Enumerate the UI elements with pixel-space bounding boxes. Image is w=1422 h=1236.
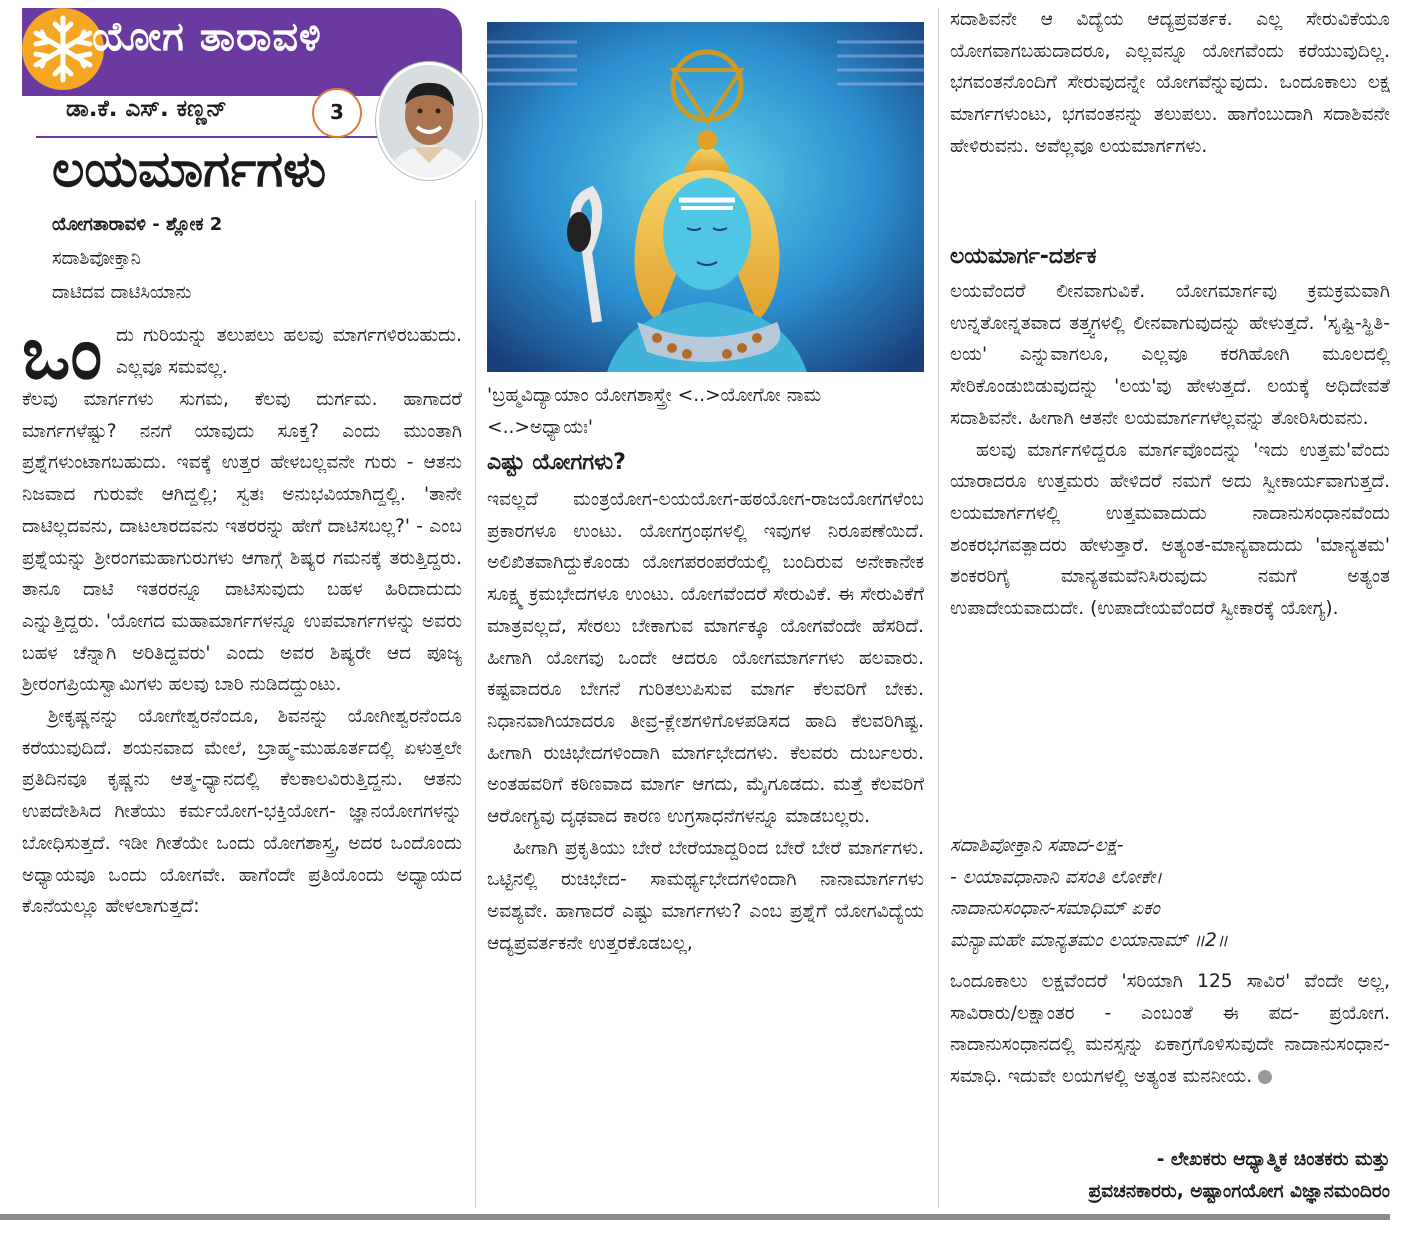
shloka-line-4: ಮನ್ಯಾಮಹೇ ಮಾನ್ಯತಮಂ ಲಯಾನಾಮ್ ॥2॥ [950,930,1229,952]
verse-line-1: ಸದಾಶಿವೋಕ್ತಾನಿ [52,248,141,269]
verse-title: ಯೋಗತಾರಾವಳಿ - ಶ್ಲೋಕ 2 [52,214,223,235]
right-paragraph-end [950,966,1390,1093]
shloka-line-3: ನಾದಾನುಸಂಧಾನ-ಸಮಾಧಿಮ್ ಏಕಂ [950,898,1160,920]
verse-line-2: ದಾಟಿದವ ದಾಟಿಸಿಯಾನು [52,282,192,303]
center-paragraph-1: ಇವಲ್ಲದೆ ಮಂತ್ರಯೋಗ-ಲಯಯೋಗ-ಹಠಯೋಗ-ರಾಜಯೋಗಗಳೆಂಬ ಪ್ರಕಾರಗಳೂ ಉಂಟು. ಯೋಗಗ್ರಂಥಗಳಲ್ಲಿ ಇವುಗಳ ನಿರೂಪಣೆಯಿದೆ. ಅಲಿಖಿತವಾಗಿದ್ದುಕೊಂಡು ಯೋಗಪರಂಪರೆಯಲ್ಲಿ ಬಂದಿರುವ ಅನೇಕಾನೇಕ ಸೂಕ್ಷ್ಮ ಕ್ರಮಭೇದಗಳೂ ಉಂಟು. ಯೋಗವೆಂದರೆ ಸೇರುವಿಕೆ. ಈ ಸೇರುವಿಕೆಗೆ ಮಾತ್ರವಲ್ಲದೆ, ಸೇರಲು ಬೇಕಾಗುವ ಮಾರ್ಗಕ್ಕೂ ಯೋಗವೆಂದೇ ಹೆಸರಿದೆ. ಹೀಗಾಗಿ ಯೋಗವು ಒಂದೇ ಆದರೂ ಯೋಗಮಾರ್ಗಗಳು ಹಲವಾರು. ಕಷ್ಟವಾದರೂ ಬೇಗನೆ ಗುರಿತಲುಪಿಸುವ ಮಾರ್ಗ ಕೆಲವರಿಗೆ ಬೇಕು. ನಿಧಾನವಾಗಿಯಾದರೂ ತೀವ್ರ-ಕ್ಲೇಶಗಳಿಗೊಳಪಡಿಸದ ಹಾದಿ ಕೆಲವರಿಗಿಷ್ಟ. ಹೀಗಾಗಿ ರುಚಿಭೇದಗಳಿಂದಾಗಿ ಮಾರ್ಗಭೇದಗಳು. ಕೆಲವರು ದುರ್ಬಲರು. ಅಂತಹವರಿಗೆ ಕಠಿಣವಾದ ಮಾರ್ಗ ಆಗದು, ಮೈಗೂಡದು. ಮತ್ತೆ ಕೆಲವರಿಗೆ ಆರೋಗ್ಯವು ದೃಢವಾದ ಕಾರಣ ಉಗ್ರಸಾಧನೆಗಳನ್ನೂ ಮಾಡಬಲ್ಲರು. [487,489,924,828]
end-mark-icon [1258,1070,1272,1084]
shloka-line-2: - ಲಯಾವಧಾನಾನಿ ವಸಂತಿ ಲೋಕೇ। [950,866,1163,888]
right-column-body [950,276,1390,625]
center-column-body [487,484,924,960]
column-divider [938,8,939,1208]
lead-paragraph-start: ದು ಗುರಿಯನ್ನು ತಲುಪಲು ಹಲವು ಮಾರ್ಗಗಳಿರಬಹುದು. ಎಲ್ಲವೂ ಸಮವಲ್ಲ. [116,325,462,378]
right-paragraph-top: ಸದಾಶಿವನೇ ಆ ವಿದ್ಯೆಯ ಆದ್ಯಪ್ರವರ್ತಕ. ಎಲ್ಲ ಸೇರುವಿಕೆಯೂ ಯೋಗವಾಗಬಹುದಾದರೂ, ಎಲ್ಲವನ್ನೂ ಯೋಗವೆಂದು ಕರೆಯುವುದಿಲ್ಲ. ಭಗವಂತನೊಂದಿಗೆ ಸೇರುವುದನ್ನೇ ಯೋಗವೆನ್ನುವುದು. ಒಂದೂಕಾಲು ಲಕ್ಷ ಮಾರ್ಗಗಳುಂಟು, ಭಗವಂತನನ್ನು ತಲುಪಲು. ಹಾಗೆಂಬುದಾಗಿ ಸದಾಶಿವನೇ ಹೇಳಿರುವನು. ಅವೆಲ್ಲವೂ ಲಯಮಾರ್ಗಗಳು. [950,9,1390,157]
right-paragraph-end-text: ಒಂದೂಕಾಲು ಲಕ್ಷವೆಂದರೆ 'ಸರಿಯಾಗಿ 125 ಸಾವಿರ' ವೆಂದೇ ಅಲ್ಲ, ಸಾವಿರಾರು/ಲಕ್ಷಾಂತರ - ಎಂಬಂತೆ ಈ ಪದ- ಪ್ರಯೋಗ. ನಾದಾನುಸಂಧಾನದಲ್ಲಿ ಮನಸ್ಸನ್ನು ಏಕಾಗ್ರಗೊಳಿಸುವುದೇ ನಾದಾನುಸಂಧಾನ-ಸಮಾಧಿ. ಇದುವೇ ಲಯಗಳಲ್ಲಿ ಅತ್ಯಂತ ಮನನೀಯ. [950,971,1390,1088]
drop-cap: ಒಂ [22,311,103,395]
left-paragraph-1: ಕೆಲವು ಮಾರ್ಗಗಳು ಸುಗಮ, ಕೆಲವು ದುರ್ಗಮ. ಹಾಗಾದರೆ ಮಾರ್ಗಗಳೆಷ್ಟು? ನನಗೆ ಯಾವುದು ಸೂಕ್ತ? ಎಂದು ಮುಂತಾಗಿ ಪ್ರಶ್ನೆಗಳುಂಟಾಗಬಹುದು. ಇವಕ್ಕೆ ಉತ್ತರ ಹೇಳಬಲ್ಲವನೇ ಗುರು - ಆತನು ನಿಜವಾದ ಗುರುವೇ ಆಗಿದ್ದಲ್ಲಿ; ಸ್ವತಃ ಅನುಭವಿಯಾಗಿದ್ದಲ್ಲಿ. 'ತಾನೇ ದಾಟಿಲ್ಲದವನು, ದಾಟಲಾರದವನು ಇತರರನ್ನು ಹೇಗೆ ದಾಟಿಸಬಲ್ಲ?' - ಎಂಬ ಪ್ರಶ್ನೆಯನ್ನು ಶ್ರೀರಂಗಮಹಾಗುರುಗಳು ಆಗಾಗ್ಗೆ ಶಿಷ್ಯರ ಗಮನಕ್ಕೆ ತರುತ್ತಿದ್ದರು. ತಾನೂ ದಾಟಿ ಇತರರನ್ನೂ ದಾಟಿಸುವುದು ಬಹಳ ಹಿರಿದಾದುದು ಎನ್ನುತ್ತಿದ್ದರು. 'ಯೋಗದ ಮಹಾಮಾರ್ಗಗಳನ್ನೂ ಉಪಮಾರ್ಗಗಳನ್ನು ಅವರು ಬಹಳ ಚೆನ್ನಾಗಿ ಅರಿತಿದ್ದವರು' ಎಂದು ಅವರ ಶಿಷ್ಯರೇ ಆದ ಪೂಜ್ಯ ಶ್ರೀರಂಗಪ್ರಿಯಸ್ವಾಮಿಗಳು ಹಲವು ಬಾರಿ ನುಡಿದದ್ದುಂಟು. [22,389,462,696]
headline: ಲಯಮಾರ್ಗಗಳು [52,140,327,198]
shloka-block [950,830,1390,957]
image-caption: 'ಬ್ರಹ್ಮವಿದ್ಯಾಯಾಂ ಯೋಗಶಾಸ್ತ್ರೇ <..>ಯೋಗೋ ನಾಮ <..>ಅಧ್ಯಾಯಃ' [487,385,822,438]
center-subhead: ಎಷ್ಟು ಯೋಗಗಳು? [487,450,626,475]
verse-intro [52,208,462,310]
issue-number-badge: 3 [312,88,362,138]
right-paragraph-1: ಲಯವೆಂದರೆ ಲೀನವಾಗುವಿಕೆ. ಯೋಗಮಾರ್ಗವು ಕ್ರಮಕ್ರಮವಾಗಿ ಉನ್ನತೋನ್ನತವಾದ ತತ್ತ್ವಗಳಲ್ಲಿ ಲೀನವಾಗುವುದನ್ನು ಹೇಳುತ್ತದೆ. 'ಸೃಷ್ಟಿ-ಸ್ಥಿತಿ-ಲಯ' ಎನ್ನುವಾಗಲೂ, ಎಲ್ಲವೂ ಕರಗಿಹೋಗಿ ಮೂಲದಲ್ಲಿ ಸೇರಿಕೊಂಡುಬಿಡುವುದನ್ನು 'ಲಯ'ವು ಹೇಳುತ್ತದೆ. ಲಯಕ್ಕೆ ಅಧಿದೇವತೆ ಸದಾಶಿವನೇ. ಹೀಗಾಗಿ ಆತನೇ ಲಯಮಾರ್ಗಗಳೆಲ್ಲವನ್ನು ತೋರಿಸಿರುವನು. [950,281,1390,429]
byline-line-2: ಪ್ರವಚನಕಾರರು, ಅಷ್ಟಾಂಗಯೋಗ ವಿಜ್ಞಾನಮಂದಿರಂ [1088,1181,1390,1202]
byline-line-1: - ಲೇಖಕರು ಆಧ್ಯಾತ್ಮಿಕ ಚಿಂತಕರು ಮತ್ತು [1156,1149,1390,1170]
right-subhead: ಲಯಮಾರ್ಗ-ದರ್ಶಕ [950,244,1097,269]
shiva-illustration [487,22,924,372]
center-paragraph-2: ಹೀಗಾಗಿ ಪ್ರಕೃತಿಯು ಬೇರೆ ಬೇರೆಯಾದ್ದರಿಂದ ಬೇರೆ ಬೇರೆ ಮಾರ್ಗಗಳು. ಒಟ್ಟಿನಲ್ಲಿ ರುಚಿಭೇದ- ಸಾಮರ್ಥ್ಯಭೇದಗಳಿಂದಾಗಿ ನಾನಾಮಾರ್ಗಗಳು ಅವಶ್ಯವೇ. ಹಾಗಾದರೆ ಎಷ್ಟು ಮಾರ್ಗಗಳು? ಎಂಬ ಪ್ರಶ್ನೆಗೆ ಯೋಗವಿದ್ಯೆಯ ಆದ್ಯಪ್ರವರ್ತಕನೇ ಉತ್ತರಕೊಡಬಲ್ಲ, [487,837,924,954]
shloka-line-1: ಸದಾಶಿವೋಕ್ತಾನಿ ಸಪಾದ-ಲಕ್ಷ- [950,835,1124,856]
series-title: ಯೋಗ ತಾರಾವಳಿ [92,14,322,60]
left-paragraph-2: ಶ್ರೀಕೃಷ್ಣನನ್ನು ಯೋಗೇಶ್ವರನೆಂದೂ, ಶಿವನನ್ನು ಯೋಗೀಶ್ವರನೆಂದೂ ಕರೆಯುವುದಿದೆ. ಶಯನವಾದ ಮೇಲೆ, ಬ್ರಾಹ್ಮ-ಮುಹೂರ್ತದಲ್ಲಿ ಏಳುತ್ತಲೇ ಪ್ರತಿದಿನವೂ ಕೃಷ್ಣನು ಆತ್ಮ-ಧ್ಯಾನದಲ್ಲಿ ಕೆಲಕಾಲವಿರುತ್ತಿದ್ದನು. ಆತನು ಉಪದೇಶಿಸಿದ ಗೀತೆಯು ಕರ್ಮಯೋಗ-ಭಕ್ತಿಯೋಗ- ಜ್ಞಾನಯೋಗಗಳನ್ನು ಬೋಧಿಸುತ್ತದೆ. ಇಡೀ ಗೀತೆಯೇ ಒಂದು ಯೋಗಶಾಸ್ತ್ರ, ಅದರ ಒಂದೊಂದು ಅಧ್ಯಾಯವೂ ಒಂದು ಯೋಗವೇ. ಹಾಗೆಂದೇ ಪ್ರತಿಯೊಂದು ಅಧ್ಯಾಯದ ಕೊನೆಯಲ್ಲೂ ಹೇಳಲಾಗುತ್ತದೆ: [22,706,462,918]
footer-rule [0,1214,1390,1220]
column-divider [475,200,476,1208]
right-paragraph-2: ಹಲವು ಮಾರ್ಗಗಳಿದ್ದರೂ ಮಾರ್ಗವೊಂದನ್ನು 'ಇದು ಉತ್ತಮ'ವೆಂದು ಯಾರಾದರೂ ಉತ್ತಮರು ಹೇಳಿದರೆ ನಮಗೆ ಅದು ಸ್ವೀಕಾರ್ಯವಾಗುತ್ತದೆ. ಲಯಮಾರ್ಗಗಳಲ್ಲಿ ಉತ್ತಮವಾದುದು ನಾದಾನುಸಂಧಾನವೆಂದು ಶಂಕರಭಗವತ್ಪಾದರು ಹೇಳುತ್ತಾರೆ. ಅತ್ಯಂತ-ಮಾನ್ಯವಾದುದು 'ಮಾನ್ಯತಮ' ಶಂಕರರಿಗೈ ಮಾನ್ಯತಮವೆನಿಸಿರುವುದು ನಮಗೆ ಅತ್ಯಂತ ಉಪಾದೇಯವಾದುದೇ. (ಉಪಾದೇಯವೆಂದರೆ ಸ್ವೀಕಾರಕ್ಕೆ ಯೋಗ್ಯ). [950,439,1390,620]
author-name: ಡಾ.ಕೆ. ಎಸ್. ಕಣ್ಣನ್ [66,96,227,122]
left-column-body [22,384,462,923]
author-photo [376,62,482,180]
author-byline [950,1144,1390,1208]
